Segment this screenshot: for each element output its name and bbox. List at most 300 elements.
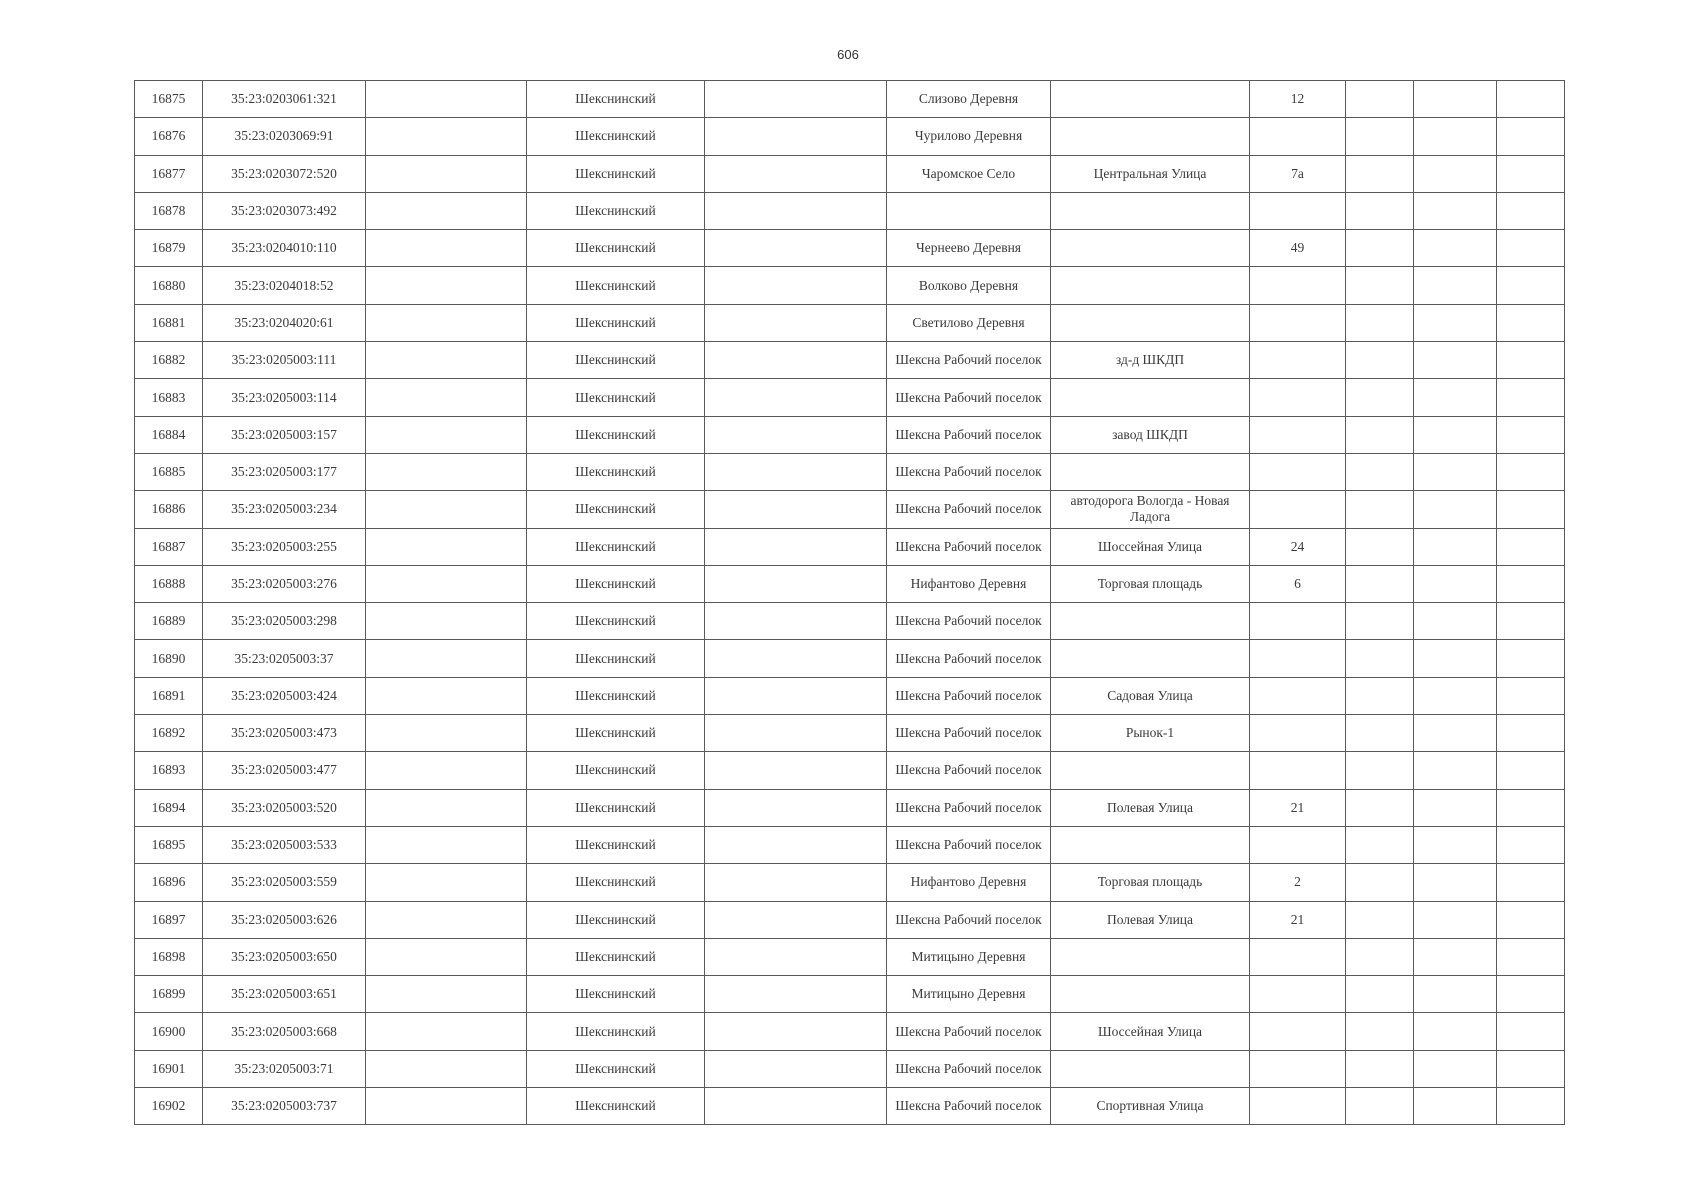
empty-cell <box>1497 565 1565 602</box>
empty-cell <box>1497 1088 1565 1125</box>
empty-cell <box>1497 416 1565 453</box>
empty-cell <box>366 640 527 677</box>
empty-cell <box>1414 155 1497 192</box>
record-number-cell: 16893 <box>135 752 203 789</box>
empty-cell <box>1497 976 1565 1013</box>
record-number-cell: 16896 <box>135 864 203 901</box>
table-row <box>135 715 1565 752</box>
locality-cell: Шексна Рабочий поселок <box>887 603 1051 640</box>
district-cell: Шекснинский <box>527 491 705 528</box>
house-number-cell <box>1250 1088 1346 1125</box>
empty-cell <box>366 304 527 341</box>
locality-cell: Шексна Рабочий поселок <box>887 826 1051 863</box>
street-cell <box>1051 192 1250 229</box>
cadastral-number-cell: 35:23:0203073:492 <box>203 192 366 229</box>
record-number-cell: 16886 <box>135 491 203 528</box>
empty-cell <box>1414 603 1497 640</box>
table-row <box>135 789 1565 826</box>
locality-cell: Светилово Деревня <box>887 304 1051 341</box>
cadastral-number-cell: 35:23:0205003:626 <box>203 901 366 938</box>
cadastral-number-cell: 35:23:0205003:37 <box>203 640 366 677</box>
district-cell: Шекснинский <box>527 416 705 453</box>
street-cell: Рынок-1 <box>1051 715 1250 752</box>
empty-cell <box>705 715 887 752</box>
empty-cell <box>1414 677 1497 714</box>
house-number-cell: 21 <box>1250 901 1346 938</box>
empty-cell <box>1346 565 1414 602</box>
empty-cell <box>1497 304 1565 341</box>
record-number-cell: 16888 <box>135 565 203 602</box>
district-cell: Шекснинский <box>527 118 705 155</box>
empty-cell <box>1414 1088 1497 1125</box>
street-cell: завод ШКДП <box>1051 416 1250 453</box>
empty-cell <box>705 603 887 640</box>
district-cell: Шекснинский <box>527 752 705 789</box>
locality-cell: Шексна Рабочий поселок <box>887 1013 1051 1050</box>
empty-cell <box>1414 416 1497 453</box>
record-number-cell: 16879 <box>135 230 203 267</box>
cadastral-number-cell: 35:23:0205003:114 <box>203 379 366 416</box>
record-number-cell: 16899 <box>135 976 203 1013</box>
empty-cell <box>1346 230 1414 267</box>
house-number-cell <box>1250 677 1346 714</box>
cadastral-number-cell: 35:23:0205003:71 <box>203 1050 366 1087</box>
empty-cell <box>1414 453 1497 490</box>
empty-cell <box>366 976 527 1013</box>
empty-cell <box>1414 342 1497 379</box>
house-number-cell: 12 <box>1250 81 1346 118</box>
house-number-cell: 21 <box>1250 789 1346 826</box>
record-number-cell: 16889 <box>135 603 203 640</box>
locality-cell: Шексна Рабочий поселок <box>887 342 1051 379</box>
district-cell: Шекснинский <box>527 192 705 229</box>
empty-cell <box>705 528 887 565</box>
table-row <box>135 565 1565 602</box>
empty-cell <box>1414 565 1497 602</box>
district-cell: Шекснинский <box>527 342 705 379</box>
cadastral-number-cell: 35:23:0203061:321 <box>203 81 366 118</box>
house-number-cell <box>1250 1050 1346 1087</box>
street-cell: Полевая Улица <box>1051 789 1250 826</box>
street-cell: автодорога Вологда - Новая Ладога <box>1051 491 1250 528</box>
empty-cell <box>1346 1088 1414 1125</box>
empty-cell <box>1497 155 1565 192</box>
empty-cell <box>705 640 887 677</box>
empty-cell <box>1497 715 1565 752</box>
street-cell: Спортивная Улица <box>1051 1088 1250 1125</box>
locality-cell: Шексна Рабочий поселок <box>887 677 1051 714</box>
empty-cell <box>1414 789 1497 826</box>
locality-cell: Слизово Деревня <box>887 81 1051 118</box>
empty-cell <box>705 938 887 975</box>
empty-cell <box>1414 976 1497 1013</box>
table-row <box>135 192 1565 229</box>
street-cell <box>1051 379 1250 416</box>
locality-cell: Шексна Рабочий поселок <box>887 715 1051 752</box>
empty-cell <box>705 826 887 863</box>
empty-cell <box>1346 491 1414 528</box>
cadastral-number-cell: 35:23:0205003:533 <box>203 826 366 863</box>
empty-cell <box>1346 938 1414 975</box>
empty-cell <box>705 118 887 155</box>
empty-cell <box>366 826 527 863</box>
empty-cell <box>1497 752 1565 789</box>
record-number-cell: 16878 <box>135 192 203 229</box>
empty-cell <box>1497 528 1565 565</box>
cadastral-number-cell: 35:23:0205003:157 <box>203 416 366 453</box>
house-number-cell <box>1250 342 1346 379</box>
street-cell <box>1051 752 1250 789</box>
record-number-cell: 16892 <box>135 715 203 752</box>
district-cell: Шекснинский <box>527 789 705 826</box>
district-cell: Шекснинский <box>527 304 705 341</box>
empty-cell <box>1497 1050 1565 1087</box>
cadastral-number-cell: 35:23:0205003:668 <box>203 1013 366 1050</box>
locality-cell: Шексна Рабочий поселок <box>887 901 1051 938</box>
empty-cell <box>1497 453 1565 490</box>
district-cell: Шекснинский <box>527 640 705 677</box>
empty-cell <box>1414 752 1497 789</box>
empty-cell <box>1346 715 1414 752</box>
empty-cell <box>705 1050 887 1087</box>
empty-cell <box>1414 192 1497 229</box>
empty-cell <box>1497 677 1565 714</box>
empty-cell <box>366 938 527 975</box>
empty-cell <box>1346 901 1414 938</box>
cadastral-number-cell: 35:23:0205003:650 <box>203 938 366 975</box>
street-cell <box>1051 267 1250 304</box>
empty-cell <box>1346 528 1414 565</box>
house-number-cell: 2 <box>1250 864 1346 901</box>
locality-cell: Шексна Рабочий поселок <box>887 1050 1051 1087</box>
table-row <box>135 901 1565 938</box>
district-cell: Шекснинский <box>527 565 705 602</box>
cadastral-number-cell: 35:23:0204018:52 <box>203 267 366 304</box>
district-cell: Шекснинский <box>527 267 705 304</box>
district-cell: Шекснинский <box>527 976 705 1013</box>
district-cell: Шекснинский <box>527 1088 705 1125</box>
cadastral-number-cell: 35:23:0205003:177 <box>203 453 366 490</box>
empty-cell <box>366 230 527 267</box>
street-cell: Полевая Улица <box>1051 901 1250 938</box>
empty-cell <box>705 752 887 789</box>
record-number-cell: 16877 <box>135 155 203 192</box>
record-number-cell: 16895 <box>135 826 203 863</box>
record-number-cell: 16901 <box>135 1050 203 1087</box>
table-row <box>135 752 1565 789</box>
street-cell: зд-д ШКДП <box>1051 342 1250 379</box>
house-number-cell <box>1250 752 1346 789</box>
table-row <box>135 938 1565 975</box>
record-number-cell: 16902 <box>135 1088 203 1125</box>
house-number-cell <box>1250 416 1346 453</box>
empty-cell <box>1414 528 1497 565</box>
locality-cell: Митицыно Деревня <box>887 976 1051 1013</box>
locality-cell: Чаромское Село <box>887 155 1051 192</box>
empty-cell <box>366 789 527 826</box>
table-row <box>135 491 1565 528</box>
street-cell <box>1051 304 1250 341</box>
empty-cell <box>1346 379 1414 416</box>
empty-cell <box>705 976 887 1013</box>
record-number-cell: 16880 <box>135 267 203 304</box>
cadastral-number-cell: 35:23:0205003:737 <box>203 1088 366 1125</box>
record-number-cell: 16891 <box>135 677 203 714</box>
table-row <box>135 1088 1565 1125</box>
empty-cell <box>366 901 527 938</box>
table-row <box>135 453 1565 490</box>
empty-cell <box>1414 1013 1497 1050</box>
house-number-cell: 49 <box>1250 230 1346 267</box>
empty-cell <box>1497 81 1565 118</box>
empty-cell <box>1346 864 1414 901</box>
empty-cell <box>1346 640 1414 677</box>
empty-cell <box>366 528 527 565</box>
empty-cell <box>1497 192 1565 229</box>
cadastral-number-cell: 35:23:0205003:651 <box>203 976 366 1013</box>
cadastral-number-cell: 35:23:0205003:298 <box>203 603 366 640</box>
empty-cell <box>705 565 887 602</box>
locality-cell: Шексна Рабочий поселок <box>887 491 1051 528</box>
locality-cell: Шексна Рабочий поселок <box>887 416 1051 453</box>
empty-cell <box>1414 901 1497 938</box>
record-number-cell: 16884 <box>135 416 203 453</box>
locality-cell: Шексна Рабочий поселок <box>887 1088 1051 1125</box>
record-number-cell: 16897 <box>135 901 203 938</box>
empty-cell <box>1346 789 1414 826</box>
empty-cell <box>1346 118 1414 155</box>
empty-cell <box>366 453 527 490</box>
empty-cell <box>1346 603 1414 640</box>
house-number-cell <box>1250 304 1346 341</box>
empty-cell <box>1497 789 1565 826</box>
empty-cell <box>366 677 527 714</box>
record-number-cell: 16881 <box>135 304 203 341</box>
table-row <box>135 1050 1565 1087</box>
table-row <box>135 864 1565 901</box>
cadastral-number-cell: 35:23:0205003:477 <box>203 752 366 789</box>
empty-cell <box>1346 1013 1414 1050</box>
locality-cell: Нифантово Деревня <box>887 864 1051 901</box>
table-row <box>135 155 1565 192</box>
district-cell: Шекснинский <box>527 453 705 490</box>
house-number-cell: 6 <box>1250 565 1346 602</box>
record-number-cell: 16875 <box>135 81 203 118</box>
empty-cell <box>1497 491 1565 528</box>
table-row <box>135 603 1565 640</box>
empty-cell <box>705 304 887 341</box>
locality-cell: Чурилово Деревня <box>887 118 1051 155</box>
cadastral-number-cell: 35:23:0205003:234 <box>203 491 366 528</box>
district-cell: Шекснинский <box>527 826 705 863</box>
empty-cell <box>1414 267 1497 304</box>
empty-cell <box>1414 715 1497 752</box>
table-row <box>135 528 1565 565</box>
house-number-cell <box>1250 491 1346 528</box>
street-cell: Шоссейная Улица <box>1051 528 1250 565</box>
empty-cell <box>1414 640 1497 677</box>
table-row <box>135 230 1565 267</box>
table-row <box>135 304 1565 341</box>
street-cell <box>1051 81 1250 118</box>
cadastral-number-cell: 35:23:0205003:559 <box>203 864 366 901</box>
table-row <box>135 267 1565 304</box>
empty-cell <box>1414 81 1497 118</box>
house-number-cell <box>1250 453 1346 490</box>
empty-cell <box>1497 342 1565 379</box>
street-cell <box>1051 938 1250 975</box>
table-row <box>135 118 1565 155</box>
empty-cell <box>705 192 887 229</box>
street-cell <box>1051 603 1250 640</box>
empty-cell <box>1346 1050 1414 1087</box>
empty-cell <box>366 565 527 602</box>
empty-cell <box>366 379 527 416</box>
empty-cell <box>366 1050 527 1087</box>
table-row <box>135 379 1565 416</box>
street-cell: Торговая площадь <box>1051 864 1250 901</box>
empty-cell <box>1497 267 1565 304</box>
empty-cell <box>1346 192 1414 229</box>
empty-cell <box>1414 491 1497 528</box>
empty-cell <box>1346 976 1414 1013</box>
empty-cell <box>1346 304 1414 341</box>
house-number-cell <box>1250 603 1346 640</box>
house-number-cell: 7а <box>1250 155 1346 192</box>
locality-cell: Волково Деревня <box>887 267 1051 304</box>
empty-cell <box>1346 416 1414 453</box>
locality-cell <box>887 192 1051 229</box>
empty-cell <box>1497 379 1565 416</box>
house-number-cell <box>1250 826 1346 863</box>
registry-table <box>134 80 1565 1125</box>
street-cell: Садовая Улица <box>1051 677 1250 714</box>
empty-cell <box>366 491 527 528</box>
empty-cell <box>705 1088 887 1125</box>
street-cell <box>1051 1050 1250 1087</box>
record-number-cell: 16883 <box>135 379 203 416</box>
district-cell: Шекснинский <box>527 1050 705 1087</box>
table-row <box>135 976 1565 1013</box>
empty-cell <box>1414 379 1497 416</box>
empty-cell <box>705 81 887 118</box>
empty-cell <box>1414 826 1497 863</box>
page-number: 606 <box>837 47 859 62</box>
street-cell <box>1051 826 1250 863</box>
record-number-cell: 16894 <box>135 789 203 826</box>
table-row <box>135 342 1565 379</box>
district-cell: Шекснинский <box>527 81 705 118</box>
street-cell <box>1051 976 1250 1013</box>
district-cell: Шекснинский <box>527 379 705 416</box>
locality-cell: Шексна Рабочий поселок <box>887 752 1051 789</box>
empty-cell <box>1346 81 1414 118</box>
empty-cell <box>1497 864 1565 901</box>
locality-cell: Митицыно Деревня <box>887 938 1051 975</box>
cadastral-number-cell: 35:23:0205003:276 <box>203 565 366 602</box>
table-row <box>135 81 1565 118</box>
cadastral-number-cell: 35:23:0203069:91 <box>203 118 366 155</box>
empty-cell <box>1414 118 1497 155</box>
locality-cell: Чернеево Деревня <box>887 230 1051 267</box>
district-cell: Шекснинский <box>527 230 705 267</box>
empty-cell <box>1497 118 1565 155</box>
empty-cell <box>366 155 527 192</box>
record-number-cell: 16898 <box>135 938 203 975</box>
record-number-cell: 16885 <box>135 453 203 490</box>
empty-cell <box>1346 342 1414 379</box>
street-cell: Центральная Улица <box>1051 155 1250 192</box>
empty-cell <box>705 789 887 826</box>
house-number-cell <box>1250 267 1346 304</box>
district-cell: Шекснинский <box>527 1013 705 1050</box>
house-number-cell <box>1250 379 1346 416</box>
cadastral-number-cell: 35:23:0203072:520 <box>203 155 366 192</box>
record-number-cell: 16900 <box>135 1013 203 1050</box>
empty-cell <box>1497 826 1565 863</box>
locality-cell: Шексна Рабочий поселок <box>887 453 1051 490</box>
empty-cell <box>366 118 527 155</box>
record-number-cell: 16890 <box>135 640 203 677</box>
cadastral-number-cell: 35:23:0205003:520 <box>203 789 366 826</box>
district-cell: Шекснинский <box>527 901 705 938</box>
empty-cell <box>1497 230 1565 267</box>
empty-cell <box>366 416 527 453</box>
street-cell <box>1051 640 1250 677</box>
empty-cell <box>705 230 887 267</box>
empty-cell <box>705 453 887 490</box>
empty-cell <box>1346 677 1414 714</box>
empty-cell <box>705 901 887 938</box>
house-number-cell <box>1250 976 1346 1013</box>
empty-cell <box>705 677 887 714</box>
street-cell <box>1051 230 1250 267</box>
cadastral-number-cell: 35:23:0205003:473 <box>203 715 366 752</box>
locality-cell: Нифантово Деревня <box>887 565 1051 602</box>
empty-cell <box>1414 1050 1497 1087</box>
street-cell: Торговая площадь <box>1051 565 1250 602</box>
empty-cell <box>366 752 527 789</box>
street-cell <box>1051 118 1250 155</box>
house-number-cell: 24 <box>1250 528 1346 565</box>
table-row <box>135 677 1565 714</box>
empty-cell <box>1414 230 1497 267</box>
empty-cell <box>1346 267 1414 304</box>
cadastral-number-cell: 35:23:0205003:255 <box>203 528 366 565</box>
house-number-cell <box>1250 938 1346 975</box>
empty-cell <box>366 342 527 379</box>
empty-cell <box>1414 938 1497 975</box>
empty-cell <box>1346 155 1414 192</box>
empty-cell <box>366 267 527 304</box>
empty-cell <box>1497 603 1565 640</box>
record-number-cell: 16876 <box>135 118 203 155</box>
empty-cell <box>1497 901 1565 938</box>
empty-cell <box>366 81 527 118</box>
empty-cell <box>705 155 887 192</box>
empty-cell <box>1497 640 1565 677</box>
district-cell: Шекснинский <box>527 864 705 901</box>
house-number-cell <box>1250 118 1346 155</box>
district-cell: Шекснинский <box>527 715 705 752</box>
empty-cell <box>705 342 887 379</box>
empty-cell <box>366 715 527 752</box>
empty-cell <box>366 192 527 229</box>
locality-cell: Шексна Рабочий поселок <box>887 379 1051 416</box>
house-number-cell <box>1250 192 1346 229</box>
locality-cell: Шексна Рабочий поселок <box>887 640 1051 677</box>
empty-cell <box>705 267 887 304</box>
